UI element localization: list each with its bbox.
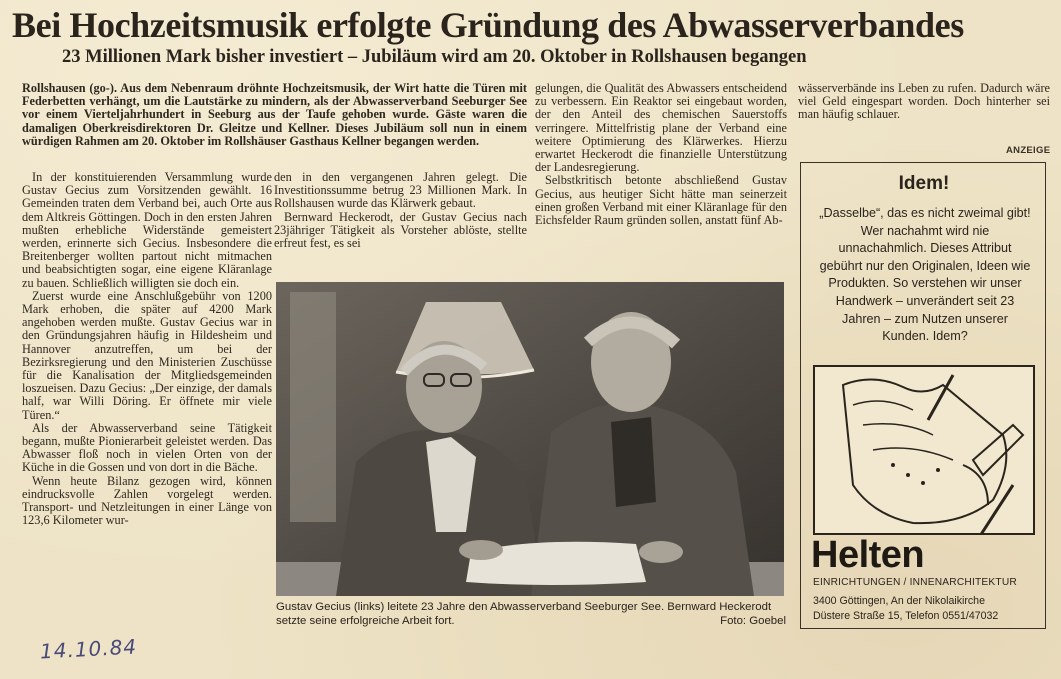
article-column-1 (22, 171, 272, 527)
subheadline: 23 Millionen Mark bisher investiert – Jubiläum wird am 20. Oktober in Rollshausen begangen (62, 47, 807, 67)
hand-drawing-illustration (813, 365, 1035, 535)
handwritten-date: 14.10.84 (39, 634, 138, 664)
headline: Bei Hochzeitsmusik erfolgte Gründung des Abwasserverbandes (12, 5, 964, 45)
news-photo (276, 282, 784, 596)
paragraph: den in den vergangenen Jahren gelegt. Die Investitionssumme betrug 23 Millionen Mark. In Rollshausen wurde das Klärwerk gebaut. (274, 170, 527, 211)
photo-illustration (276, 282, 784, 596)
paragraph: In der konstituierenden Versammlung wurde Gustav Gecius zum Vorsitzenden gewählt. 16 Gemeinden traten dem Verband bei, auch Orte aus dem Altkreis Göttingen. Doch in den ersten Jahren mußten erhebliche Widerstände gemeistert werden, erinnerte sich Gecius. Insbesondere die Breitenberger wollten partout nicht mitmachen und beabsichtigten sogar, eine eigene Kläranlage zu bauen. Schließlich willigten sie doch ein. (22, 170, 272, 290)
ad-brand-logo: Helten (811, 534, 925, 576)
ad-address-line-1: 3400 Göttingen, An der Nikolaikirche (813, 595, 985, 607)
paragraph: wässerverbände ins Leben zu rufen. Dadurch wäre viel Geld eingespart worden. Doch hinterher sei man häufig schlauer. (798, 81, 1050, 122)
article-lead: Rollshausen (go-). Aus dem Nebenraum dröhnte Hochzeitsmusik, der Wirt hatte die Türen mit Federbetten verhängt, um die Lautstärke zu mindern, als der Abwasserverband Seeburger See vor einem Vierteljahrhundert in Seeburg aus der Taufe gehoben wurde. Gäste waren die damaligen Oberkreisdirektoren Dr. Gleitze und Kellner. Dieses Jubiläum soll nun in einem würdigen Rahmen am 20. Oktober im Rollshäuser Gasthaus Kellner begangen werden. (22, 81, 527, 148)
ad-label: ANZEIGE (1006, 145, 1051, 156)
ad-text: „Dasselbe“, das es nicht zweimal gibt! Wer nachahmt wird nie unnachahmlich. Dieses Attribut gebührt nur den Originalen, Ideen wie Produkten. So verstehen wir unser Handwerk – unverändert seit 23 Jahren – zum Nutzen unserer Kunden. Idem? (819, 206, 1031, 344)
paragraph: Wenn heute Bilanz gezogen wird, können eindrucksvolle Zahlen vorgelegt werden. Transport- und Netzleitungen in einer Länge von 123,6 Kilometer wur- (22, 473, 272, 528)
article-column-4 (798, 82, 1050, 122)
paragraph: gelungen, die Qualität des Abwassers entscheidend zu verbessern. Ein Reaktor sei eingebaut worden, der den Anteil des chemischen Sauerstoffs verringere. Mittelfristig plane der Verband eine weitere Optimierung des Klärwerkes. Hierzu erwartet Heckerodt die finanzielle Unterstützung der Landesregierung. (535, 81, 787, 175)
paragraph: Zuerst wurde eine Anschlußgebühr von 1200 Mark erhoben, die später auf 4200 Mark angehoben werden mußte. Gustav Gecius war in den Gründungsjahren häufig in Hildesheim und Hannover anzutreffen, um bei der Bezirksregierung und den Ministerien Zuschüsse für die Kanalisation der Mitgliedsgemeinden loszueisen. Dazu Gecius: „Der einzige, der damals half, war Willi Döring. Er öffnete mir viele Türen.“ (22, 288, 272, 422)
ad-tagline: EINRICHTUNGEN / INNENARCHITEKTUR (813, 577, 1017, 588)
ad-title: Idem! (898, 173, 950, 194)
photo-caption (276, 600, 786, 628)
article-column-2 (274, 171, 527, 250)
paragraph: Als der Abwasserverband seine Tätigkeit begann, mußte Pionierarbeit geleistet werden. Das Abwasser floß noch in vielen Orten von der Küche in die Gossen und von dort in die Bäche. (22, 420, 272, 475)
caption-text: Gustav Gecius (links) leitete 23 Jahre den Abwasserverband Seeburger See. Bernward Heckerodt setzte seine erfolgreiche Arbeit fort. (276, 601, 772, 627)
advertisement (800, 162, 1046, 629)
paragraph: Bernward Heckerodt, der Gustav Gecius nach 23jähriger Tätigkeit als Vorsteher ablöste, stellte erfreut fest, es sei (274, 209, 527, 251)
photo-credit: Foto: Goebel (720, 615, 786, 627)
ad-address-line-2: Düstere Straße 15, Telefon 0551/47032 (813, 610, 999, 622)
paragraph: Selbstkritisch betonte abschließend Gustav Gecius, aus heutiger Sicht hätte man seinerzeit einen großen Verband mit einer Kläranlage für den Eichsfelder Raum gründen sollen, anstatt fünf Ab- (535, 173, 787, 228)
article-column-3 (535, 82, 787, 227)
